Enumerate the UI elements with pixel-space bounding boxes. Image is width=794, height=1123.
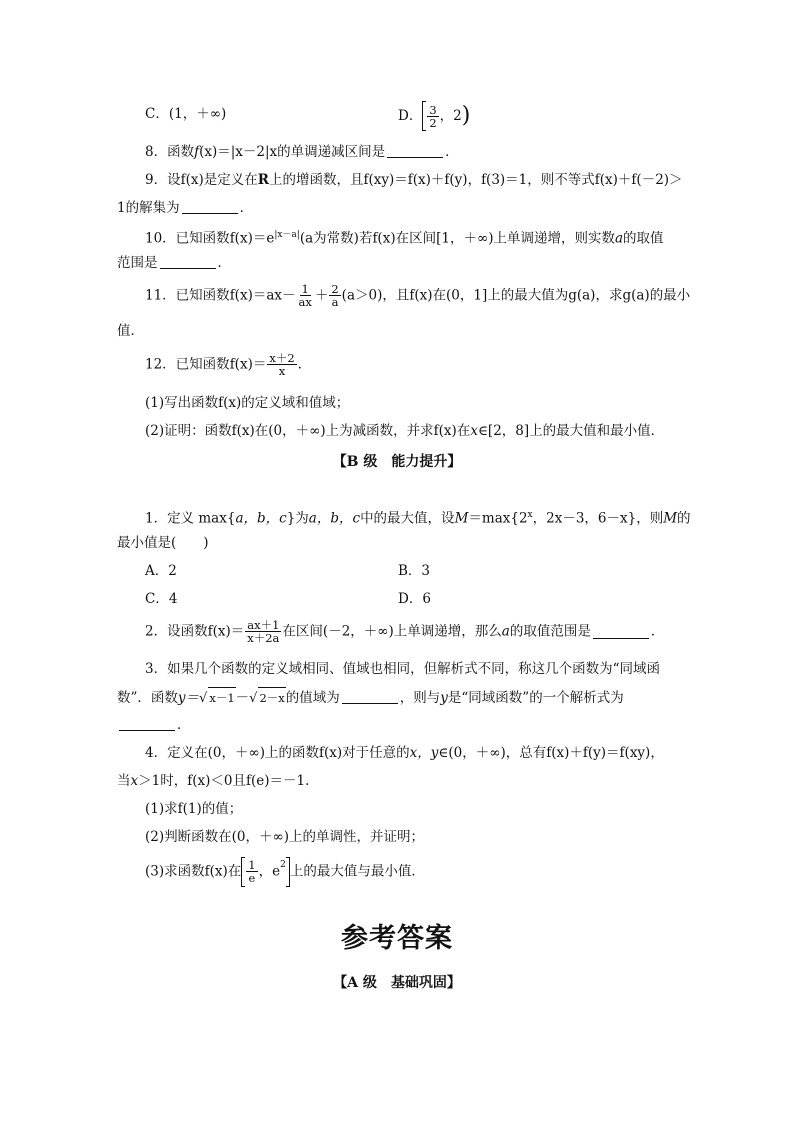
section-b-heading: 【B 级 能力提升】 <box>332 454 462 470</box>
b-question-1-line-1: 1．定义 max{a，b，c}为a，b，c中的最大值，设$M=\max\{2^x$，2x－3，6－x}，则M的 <box>145 510 691 527</box>
fraction: $\frac{1}{ax}$ <box>298 282 312 309</box>
fraction: $\frac{x+2}{x}$ <box>269 351 295 378</box>
left-bracket <box>241 857 245 887</box>
q7-option-c: C．(1，＋∞) <box>145 106 227 122</box>
question-11-line-2: 值． <box>117 323 144 339</box>
answer-blank[interactable] <box>593 624 649 639</box>
b-question-2: 2．设函数f(x)＝ $\frac{ax+1}{x+2a}$ 在区间(－2，＋∞)上单调递增，那么a的取值范围是 ． <box>145 618 665 645</box>
b-question-3-line-3: ． <box>117 715 191 735</box>
b-question-3-line-1: 3．如果几个函数的定义域相同、值域也相同，但解析式不同，称这几个函数为“同域函 <box>145 661 660 677</box>
question-9-line-1: 9．设f(x)是定义在R上的增函数，且f(xy)＝f(x)＋f(y)，f(3)＝1，则不等式f(x)＋f(－2)＞ <box>145 172 683 188</box>
fraction: $\frac{ax+1}{x+2a}$ <box>247 618 280 645</box>
question-12: 12．已知函数f(x)＝ $\frac{x+2}{x}$ . <box>145 351 302 378</box>
question-9-line-2: 1的解集为 ． <box>117 200 254 216</box>
question-12-part-2: (2)证明：函数f(x)在(0，＋∞)上为减函数，并求f(x)在x∈[2，8]上的最大值和最小值． <box>145 423 665 439</box>
b-question-1-line-2: 最小值是( ) <box>117 535 209 551</box>
b1-option-d[interactable]: D．6 <box>398 591 431 607</box>
question-10-line-1: 10．已知函数$f(x)=e^{|x-a|}(a$为常数)若f(x)在区间[1，＋∞)上单调递增，则实数a的取值 <box>145 230 664 247</box>
b1-option-c[interactable]: C．4 <box>145 591 178 607</box>
b-question-3-line-2: 数”．函数y＝√ x－1－√ 2－x的值域为 ，则与y是“同域函数”的一个解析式为 <box>117 687 624 709</box>
answer-blank[interactable] <box>182 199 238 214</box>
fraction: $\frac{1}{e}$ <box>248 858 256 885</box>
b1-option-b[interactable]: B．3 <box>398 563 431 579</box>
answer-title: 参考答案 <box>341 923 453 954</box>
b-question-4-part-2: (2)判断函数在(0，＋∞)上的单调性，并证明； <box>145 829 424 845</box>
question-11-line-1: 11．已知函数f(x)＝ax－ $\frac{1}{ax}$ ＋ $\frac{2}{a}$ (a＞0)，且f(x)在(0，1]上的最大值为g(a)，求g(a)的最小 <box>145 282 691 309</box>
section-a-heading: 【A 级 基础巩固】 <box>333 975 461 991</box>
b-question-4-part-3: (3)求函数f(x)在 $\frac{1}{e}$ ，$e^2$ 上的最大值与最小值． <box>145 858 425 885</box>
left-bracket <box>422 101 426 131</box>
question-10-line-2: 范围是 ． <box>117 255 231 271</box>
b-question-4-line-2: 当x＞1时，f(x)＜0且f(e)＝－1. <box>117 773 310 789</box>
answer-blank[interactable] <box>119 716 175 731</box>
answer-blank[interactable] <box>387 143 443 158</box>
q7-option-d: D． $\frac{3}{2}$ ，2) <box>398 102 471 130</box>
fraction: $\frac{2}{a}$ <box>331 282 339 309</box>
b1-option-a[interactable]: A．2 <box>145 563 177 579</box>
answer-blank[interactable] <box>342 689 398 704</box>
b-question-4-part-1: (1)求f(1)的值； <box>145 801 243 817</box>
answer-blank[interactable] <box>160 254 216 269</box>
question-12-part-1: (1)写出函数f(x)的定义域和值域； <box>145 395 350 411</box>
b-question-4-line-1: 4．定义在(0，＋∞)上的函数f(x)对于任意的x，y∈(0，＋∞)，总有f(x)＋f(y)＝f(xy)， <box>145 745 664 761</box>
fraction: $\frac{3}{2}$ <box>429 102 437 130</box>
question-8: 8．函数f(x)＝|x－2|x的单调递减区间是 ． <box>145 144 459 160</box>
